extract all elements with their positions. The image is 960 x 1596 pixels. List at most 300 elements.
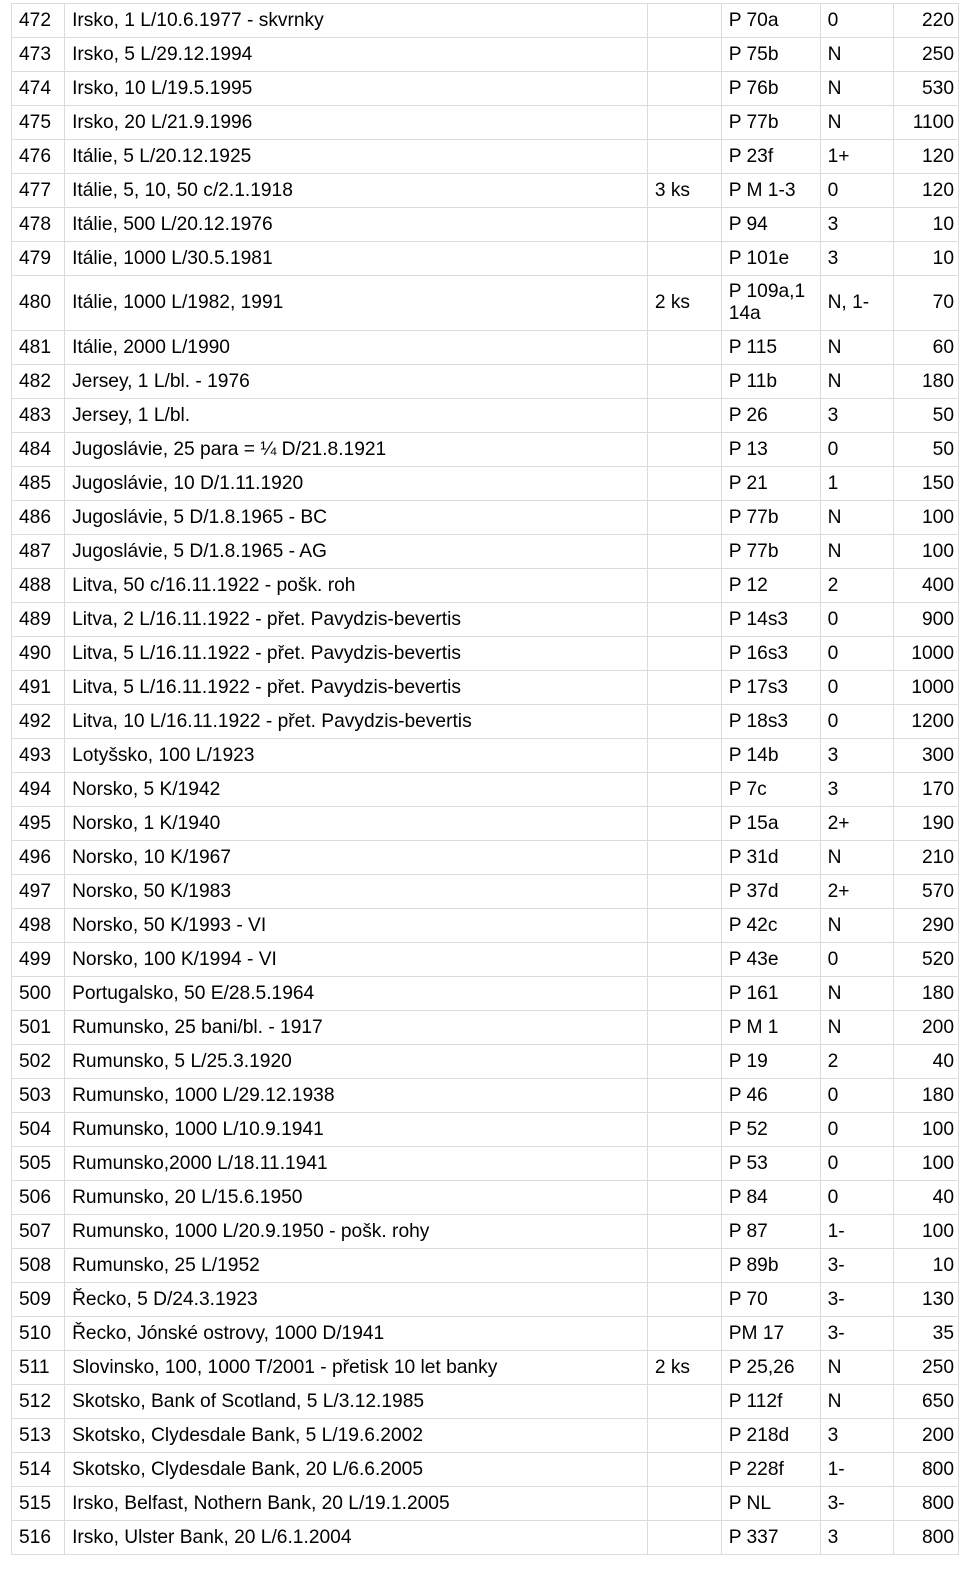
item-price: 10 bbox=[894, 242, 959, 276]
item-price: 800 bbox=[894, 1453, 959, 1487]
condition-grade: 2 bbox=[820, 569, 894, 603]
lot-number: 492 bbox=[12, 705, 65, 739]
table-row bbox=[12, 1147, 959, 1181]
item-price: 50 bbox=[894, 433, 959, 467]
item-price: 120 bbox=[894, 140, 959, 174]
table-row bbox=[12, 365, 959, 399]
lot-number: 511 bbox=[12, 1351, 65, 1385]
condition-grade: 1- bbox=[820, 1215, 894, 1249]
lot-number: 493 bbox=[12, 739, 65, 773]
banknote-catalog-table bbox=[11, 3, 959, 1555]
item-price: 530 bbox=[894, 72, 959, 106]
catalog-reference: P 228f bbox=[721, 1453, 820, 1487]
catalog-reference: P 89b bbox=[721, 1249, 820, 1283]
item-price: 100 bbox=[894, 1113, 959, 1147]
item-description: Jugoslávie, 5 D/1.8.1965 - BC bbox=[65, 501, 648, 535]
item-quantity bbox=[647, 1113, 721, 1147]
item-price: 210 bbox=[894, 841, 959, 875]
item-price: 70 bbox=[894, 276, 959, 331]
table-row bbox=[12, 276, 959, 331]
lot-number: 497 bbox=[12, 875, 65, 909]
item-price: 1100 bbox=[894, 106, 959, 140]
item-description: Irsko, 5 L/29.12.1994 bbox=[65, 38, 648, 72]
item-description: Rumunsko,2000 L/18.11.1941 bbox=[65, 1147, 648, 1181]
condition-grade: 0 bbox=[820, 4, 894, 38]
item-price: 1000 bbox=[894, 637, 959, 671]
item-description: Irsko, Belfast, Nothern Bank, 20 L/19.1.2005 bbox=[65, 1487, 648, 1521]
catalog-reference: P 87 bbox=[721, 1215, 820, 1249]
item-description: Skotsko, Clydesdale Bank, 5 L/19.6.2002 bbox=[65, 1419, 648, 1453]
item-quantity bbox=[647, 106, 721, 140]
condition-grade: 0 bbox=[820, 705, 894, 739]
table-row bbox=[12, 467, 959, 501]
catalog-reference: P NL bbox=[721, 1487, 820, 1521]
lot-number: 488 bbox=[12, 569, 65, 603]
item-price: 35 bbox=[894, 1317, 959, 1351]
lot-number: 480 bbox=[12, 276, 65, 331]
item-quantity bbox=[647, 72, 721, 106]
item-description: Řecko, 5 D/24.3.1923 bbox=[65, 1283, 648, 1317]
table-row bbox=[12, 569, 959, 603]
condition-grade: N bbox=[820, 38, 894, 72]
item-description: Litva, 50 c/16.11.1922 - pošk. roh bbox=[65, 569, 648, 603]
table-row bbox=[12, 501, 959, 535]
condition-grade: 0 bbox=[820, 1181, 894, 1215]
table-row bbox=[12, 807, 959, 841]
table-row bbox=[12, 1215, 959, 1249]
table-row bbox=[12, 331, 959, 365]
lot-number: 510 bbox=[12, 1317, 65, 1351]
catalog-reference: P 37d bbox=[721, 875, 820, 909]
catalog-reference: P 161 bbox=[721, 977, 820, 1011]
item-price: 220 bbox=[894, 4, 959, 38]
lot-number: 501 bbox=[12, 1011, 65, 1045]
item-description: Řecko, Jónské ostrovy, 1000 D/1941 bbox=[65, 1317, 648, 1351]
catalog-reference: P 26 bbox=[721, 399, 820, 433]
item-price: 520 bbox=[894, 943, 959, 977]
item-quantity bbox=[647, 977, 721, 1011]
item-description: Irsko, 20 L/21.9.1996 bbox=[65, 106, 648, 140]
condition-grade: 3 bbox=[820, 773, 894, 807]
catalog-reference: P 115 bbox=[721, 331, 820, 365]
table-row bbox=[12, 841, 959, 875]
item-quantity bbox=[647, 242, 721, 276]
lot-number: 502 bbox=[12, 1045, 65, 1079]
item-price: 400 bbox=[894, 569, 959, 603]
condition-grade: N bbox=[820, 501, 894, 535]
condition-grade: 0 bbox=[820, 671, 894, 705]
lot-number: 505 bbox=[12, 1147, 65, 1181]
catalog-reference: P 42c bbox=[721, 909, 820, 943]
lot-number: 507 bbox=[12, 1215, 65, 1249]
condition-grade: 3 bbox=[820, 1521, 894, 1555]
table-row bbox=[12, 1011, 959, 1045]
catalog-reference: P 94 bbox=[721, 208, 820, 242]
table-row bbox=[12, 208, 959, 242]
item-price: 100 bbox=[894, 1147, 959, 1181]
item-price: 250 bbox=[894, 38, 959, 72]
table-row bbox=[12, 977, 959, 1011]
lot-number: 484 bbox=[12, 433, 65, 467]
condition-grade: N bbox=[820, 977, 894, 1011]
table-row bbox=[12, 38, 959, 72]
item-price: 130 bbox=[894, 1283, 959, 1317]
table-row bbox=[12, 4, 959, 38]
item-quantity bbox=[647, 4, 721, 38]
catalog-reference: P M 1-3 bbox=[721, 174, 820, 208]
catalog-reference: P 7c bbox=[721, 773, 820, 807]
condition-grade: 0 bbox=[820, 1147, 894, 1181]
catalog-reference: P 109a,114a bbox=[721, 276, 820, 331]
catalog-reference: P 70 bbox=[721, 1283, 820, 1317]
table-row bbox=[12, 1181, 959, 1215]
table-row bbox=[12, 773, 959, 807]
condition-grade: 3- bbox=[820, 1317, 894, 1351]
item-description: Irsko, 10 L/19.5.1995 bbox=[65, 72, 648, 106]
lot-number: 504 bbox=[12, 1113, 65, 1147]
catalog-reference: P M 1 bbox=[721, 1011, 820, 1045]
item-description: Itálie, 1000 L/30.5.1981 bbox=[65, 242, 648, 276]
item-price: 200 bbox=[894, 1419, 959, 1453]
table-row bbox=[12, 1283, 959, 1317]
condition-grade: 3 bbox=[820, 242, 894, 276]
table-row bbox=[12, 1113, 959, 1147]
lot-number: 495 bbox=[12, 807, 65, 841]
condition-grade: N bbox=[820, 331, 894, 365]
lot-number: 508 bbox=[12, 1249, 65, 1283]
lot-number: 503 bbox=[12, 1079, 65, 1113]
item-price: 300 bbox=[894, 739, 959, 773]
catalog-reference: P 14b bbox=[721, 739, 820, 773]
condition-grade: 0 bbox=[820, 433, 894, 467]
table-row bbox=[12, 1317, 959, 1351]
condition-grade: 3- bbox=[820, 1249, 894, 1283]
item-quantity bbox=[647, 1079, 721, 1113]
table-row bbox=[12, 174, 959, 208]
table-row bbox=[12, 140, 959, 174]
condition-grade: 3- bbox=[820, 1283, 894, 1317]
item-description: Jersey, 1 L/bl. bbox=[65, 399, 648, 433]
item-price: 290 bbox=[894, 909, 959, 943]
catalog-reference: P 53 bbox=[721, 1147, 820, 1181]
condition-grade: N bbox=[820, 1385, 894, 1419]
item-description: Itálie, 5 L/20.12.1925 bbox=[65, 140, 648, 174]
catalog-reference: P 112f bbox=[721, 1385, 820, 1419]
catalog-reference: P 46 bbox=[721, 1079, 820, 1113]
catalog-reference: P 31d bbox=[721, 841, 820, 875]
item-description: Norsko, 50 K/1993 - VI bbox=[65, 909, 648, 943]
condition-grade: N bbox=[820, 535, 894, 569]
lot-number: 494 bbox=[12, 773, 65, 807]
lot-number: 516 bbox=[12, 1521, 65, 1555]
table-row bbox=[12, 1385, 959, 1419]
item-quantity bbox=[647, 1147, 721, 1181]
lot-number: 515 bbox=[12, 1487, 65, 1521]
lot-number: 481 bbox=[12, 331, 65, 365]
condition-grade: 0 bbox=[820, 174, 894, 208]
item-description: Rumunsko, 1000 L/29.12.1938 bbox=[65, 1079, 648, 1113]
table-row bbox=[12, 671, 959, 705]
lot-number: 486 bbox=[12, 501, 65, 535]
item-description: Norsko, 5 K/1942 bbox=[65, 773, 648, 807]
item-description: Norsko, 10 K/1967 bbox=[65, 841, 648, 875]
item-price: 150 bbox=[894, 467, 959, 501]
item-quantity: 3 ks bbox=[647, 174, 721, 208]
item-price: 1000 bbox=[894, 671, 959, 705]
catalog-body bbox=[12, 4, 959, 1555]
condition-grade: 3 bbox=[820, 1419, 894, 1453]
lot-number: 499 bbox=[12, 943, 65, 977]
item-quantity bbox=[647, 1249, 721, 1283]
item-description: Jugoslávie, 5 D/1.8.1965 - AG bbox=[65, 535, 648, 569]
table-row bbox=[12, 1249, 959, 1283]
lot-number: 482 bbox=[12, 365, 65, 399]
item-quantity bbox=[647, 637, 721, 671]
catalog-reference: P 17s3 bbox=[721, 671, 820, 705]
condition-grade: 2+ bbox=[820, 807, 894, 841]
table-row bbox=[12, 909, 959, 943]
item-price: 190 bbox=[894, 807, 959, 841]
table-row bbox=[12, 1487, 959, 1521]
condition-grade: 3 bbox=[820, 208, 894, 242]
condition-grade: 1+ bbox=[820, 140, 894, 174]
item-quantity bbox=[647, 365, 721, 399]
item-quantity bbox=[647, 1521, 721, 1555]
table-row bbox=[12, 433, 959, 467]
item-description: Itálie, 5, 10, 50 c/2.1.1918 bbox=[65, 174, 648, 208]
item-quantity bbox=[647, 1419, 721, 1453]
item-price: 100 bbox=[894, 535, 959, 569]
item-price: 100 bbox=[894, 501, 959, 535]
condition-grade: 2+ bbox=[820, 875, 894, 909]
item-price: 10 bbox=[894, 1249, 959, 1283]
lot-number: 472 bbox=[12, 4, 65, 38]
item-description: Rumunsko, 20 L/15.6.1950 bbox=[65, 1181, 648, 1215]
lot-number: 514 bbox=[12, 1453, 65, 1487]
item-price: 170 bbox=[894, 773, 959, 807]
item-description: Irsko, Ulster Bank, 20 L/6.1.2004 bbox=[65, 1521, 648, 1555]
item-description: Slovinsko, 100, 1000 T/2001 - přetisk 10 let banky bbox=[65, 1351, 648, 1385]
item-description: Portugalsko, 50 E/28.5.1964 bbox=[65, 977, 648, 1011]
condition-grade: 2 bbox=[820, 1045, 894, 1079]
lot-number: 500 bbox=[12, 977, 65, 1011]
item-quantity bbox=[647, 331, 721, 365]
catalog-reference: PM 17 bbox=[721, 1317, 820, 1351]
catalog-reference: P 23f bbox=[721, 140, 820, 174]
condition-grade: 1 bbox=[820, 467, 894, 501]
item-quantity bbox=[647, 671, 721, 705]
lot-number: 485 bbox=[12, 467, 65, 501]
table-row bbox=[12, 943, 959, 977]
lot-number: 513 bbox=[12, 1419, 65, 1453]
item-quantity bbox=[647, 208, 721, 242]
condition-grade: N bbox=[820, 365, 894, 399]
catalog-reference: P 84 bbox=[721, 1181, 820, 1215]
item-description: Rumunsko, 1000 L/20.9.1950 - pošk. rohy bbox=[65, 1215, 648, 1249]
lot-number: 487 bbox=[12, 535, 65, 569]
table-row bbox=[12, 1079, 959, 1113]
table-row bbox=[12, 1045, 959, 1079]
item-price: 40 bbox=[894, 1181, 959, 1215]
condition-grade: N bbox=[820, 106, 894, 140]
item-price: 180 bbox=[894, 365, 959, 399]
catalog-reference: P 21 bbox=[721, 467, 820, 501]
item-quantity bbox=[647, 1045, 721, 1079]
condition-grade: N bbox=[820, 841, 894, 875]
lot-number: 476 bbox=[12, 140, 65, 174]
item-description: Jugoslávie, 10 D/1.11.1920 bbox=[65, 467, 648, 501]
item-description: Rumunsko, 1000 L/10.9.1941 bbox=[65, 1113, 648, 1147]
item-quantity bbox=[647, 943, 721, 977]
table-row bbox=[12, 603, 959, 637]
catalog-reference: P 15a bbox=[721, 807, 820, 841]
item-description: Itálie, 500 L/20.12.1976 bbox=[65, 208, 648, 242]
item-quantity bbox=[647, 841, 721, 875]
item-price: 900 bbox=[894, 603, 959, 637]
lot-number: 490 bbox=[12, 637, 65, 671]
item-quantity bbox=[647, 1385, 721, 1419]
condition-grade: 0 bbox=[820, 603, 894, 637]
lot-number: 496 bbox=[12, 841, 65, 875]
lot-number: 479 bbox=[12, 242, 65, 276]
table-row bbox=[12, 1419, 959, 1453]
item-description: Rumunsko, 5 L/25.3.1920 bbox=[65, 1045, 648, 1079]
condition-grade: N bbox=[820, 1011, 894, 1045]
item-quantity bbox=[647, 739, 721, 773]
item-price: 100 bbox=[894, 1215, 959, 1249]
item-price: 800 bbox=[894, 1487, 959, 1521]
item-quantity: 2 ks bbox=[647, 1351, 721, 1385]
condition-grade: 3 bbox=[820, 739, 894, 773]
item-price: 50 bbox=[894, 399, 959, 433]
condition-grade: N bbox=[820, 909, 894, 943]
item-description: Itálie, 2000 L/1990 bbox=[65, 331, 648, 365]
item-description: Jersey, 1 L/bl. - 1976 bbox=[65, 365, 648, 399]
catalog-reference: P 18s3 bbox=[721, 705, 820, 739]
item-price: 60 bbox=[894, 331, 959, 365]
item-quantity bbox=[647, 909, 721, 943]
item-quantity bbox=[647, 807, 721, 841]
item-description: Itálie, 1000 L/1982, 1991 bbox=[65, 276, 648, 331]
condition-grade: 0 bbox=[820, 943, 894, 977]
table-row bbox=[12, 72, 959, 106]
table-row bbox=[12, 637, 959, 671]
item-description: Norsko, 100 K/1994 - VI bbox=[65, 943, 648, 977]
catalog-reference: P 77b bbox=[721, 501, 820, 535]
item-quantity bbox=[647, 38, 721, 72]
catalog-reference: P 101e bbox=[721, 242, 820, 276]
item-quantity bbox=[647, 1283, 721, 1317]
condition-grade: N, 1- bbox=[820, 276, 894, 331]
catalog-reference: P 14s3 bbox=[721, 603, 820, 637]
table-row bbox=[12, 705, 959, 739]
item-quantity bbox=[647, 535, 721, 569]
item-quantity bbox=[647, 875, 721, 909]
lot-number: 473 bbox=[12, 38, 65, 72]
lot-number: 474 bbox=[12, 72, 65, 106]
catalog-reference: P 77b bbox=[721, 535, 820, 569]
item-description: Rumunsko, 25 L/1952 bbox=[65, 1249, 648, 1283]
lot-number: 509 bbox=[12, 1283, 65, 1317]
item-price: 10 bbox=[894, 208, 959, 242]
catalog-reference: P 337 bbox=[721, 1521, 820, 1555]
item-price: 650 bbox=[894, 1385, 959, 1419]
lot-number: 478 bbox=[12, 208, 65, 242]
item-quantity bbox=[647, 1453, 721, 1487]
condition-grade: 3 bbox=[820, 399, 894, 433]
item-quantity bbox=[647, 467, 721, 501]
item-quantity bbox=[647, 1181, 721, 1215]
item-price: 180 bbox=[894, 977, 959, 1011]
lot-number: 475 bbox=[12, 106, 65, 140]
item-description: Lotyšsko, 100 L/1923 bbox=[65, 739, 648, 773]
item-quantity bbox=[647, 773, 721, 807]
lot-number: 506 bbox=[12, 1181, 65, 1215]
table-row bbox=[12, 1521, 959, 1555]
item-quantity bbox=[647, 705, 721, 739]
item-quantity bbox=[647, 433, 721, 467]
table-row bbox=[12, 399, 959, 433]
item-description: Litva, 5 L/16.11.1922 - přet. Pavydzis-bevertis bbox=[65, 671, 648, 705]
item-price: 800 bbox=[894, 1521, 959, 1555]
item-quantity bbox=[647, 1215, 721, 1249]
catalog-reference: P 16s3 bbox=[721, 637, 820, 671]
condition-grade: 1- bbox=[820, 1453, 894, 1487]
catalog-reference: P 43e bbox=[721, 943, 820, 977]
item-description: Jugoslávie, 25 para = ¼ D/21.8.1921 bbox=[65, 433, 648, 467]
catalog-reference: P 70a bbox=[721, 4, 820, 38]
table-row bbox=[12, 242, 959, 276]
catalog-reference: P 75b bbox=[721, 38, 820, 72]
item-quantity bbox=[647, 399, 721, 433]
item-description: Irsko, 1 L/10.6.1977 - skvrnky bbox=[65, 4, 648, 38]
item-description: Litva, 2 L/16.11.1922 - přet. Pavydzis-bevertis bbox=[65, 603, 648, 637]
condition-grade: 0 bbox=[820, 1079, 894, 1113]
lot-number: 483 bbox=[12, 399, 65, 433]
table-row bbox=[12, 1351, 959, 1385]
condition-grade: 0 bbox=[820, 1113, 894, 1147]
item-price: 570 bbox=[894, 875, 959, 909]
catalog-reference: P 52 bbox=[721, 1113, 820, 1147]
condition-grade: N bbox=[820, 1351, 894, 1385]
item-description: Litva, 5 L/16.11.1922 - přet. Pavydzis-bevertis bbox=[65, 637, 648, 671]
catalog-reference: P 13 bbox=[721, 433, 820, 467]
table-row bbox=[12, 875, 959, 909]
item-quantity: 2 ks bbox=[647, 276, 721, 331]
item-quantity bbox=[647, 1487, 721, 1521]
lot-number: 491 bbox=[12, 671, 65, 705]
item-description: Rumunsko, 25 bani/bl. - 1917 bbox=[65, 1011, 648, 1045]
item-description: Norsko, 1 K/1940 bbox=[65, 807, 648, 841]
item-quantity bbox=[647, 603, 721, 637]
item-price: 40 bbox=[894, 1045, 959, 1079]
table-row bbox=[12, 1453, 959, 1487]
item-quantity bbox=[647, 1317, 721, 1351]
catalog-reference: P 11b bbox=[721, 365, 820, 399]
catalog-reference: P 19 bbox=[721, 1045, 820, 1079]
lot-number: 498 bbox=[12, 909, 65, 943]
item-quantity bbox=[647, 501, 721, 535]
item-description: Litva, 10 L/16.11.1922 - přet. Pavydzis-bevertis bbox=[65, 705, 648, 739]
condition-grade: 0 bbox=[820, 637, 894, 671]
catalog-reference: P 77b bbox=[721, 106, 820, 140]
item-quantity bbox=[647, 1011, 721, 1045]
item-price: 180 bbox=[894, 1079, 959, 1113]
item-description: Norsko, 50 K/1983 bbox=[65, 875, 648, 909]
table-row bbox=[12, 106, 959, 140]
catalog-reference: P 12 bbox=[721, 569, 820, 603]
item-price: 250 bbox=[894, 1351, 959, 1385]
